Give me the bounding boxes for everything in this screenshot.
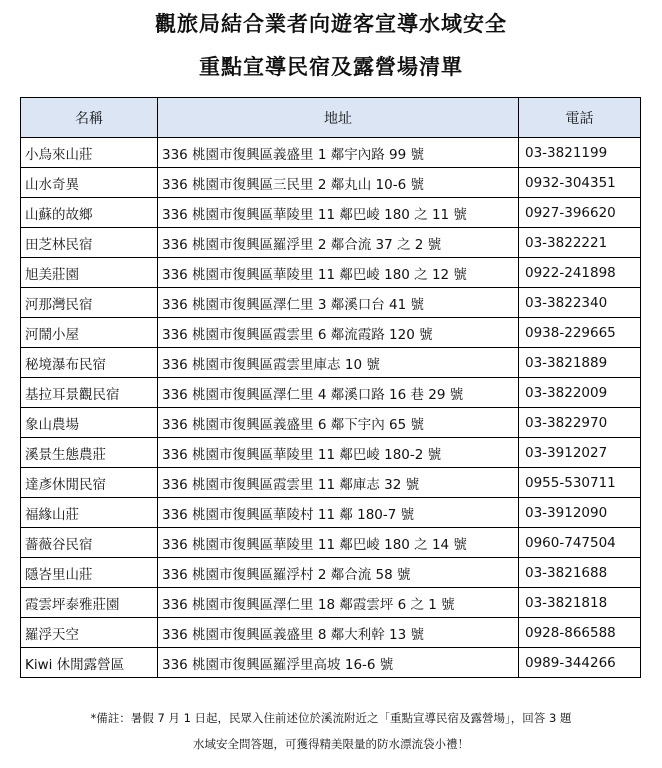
lodging-address-cell: 336 桃園市復興區澤仁里 4 鄰溪口路 16 巷 29 號 <box>158 378 519 408</box>
table-row <box>21 438 641 468</box>
table-row <box>21 138 641 168</box>
lodging-name-cell: 霞雲坪泰雅莊園 <box>21 588 158 618</box>
footnote-line-2: 水域安全問答題，可獲得精美限量的防水漂流袋小禮！ <box>193 737 469 751</box>
lodging-name-cell: 溪景生態農莊 <box>21 438 158 468</box>
lodging-phone-cell: 03-3821199 <box>519 138 641 168</box>
footnote-line-1: *備註：暑假 7 月 1 日起，民眾入住前述位於溪流附近之「重點宣導民宿及露營場」，回答 3 題 <box>90 711 572 725</box>
table-row <box>21 348 641 378</box>
lodging-phone-cell: 03-3821889 <box>519 348 641 378</box>
lodging-name-cell: 象山農場 <box>21 408 158 438</box>
column-header-address: 地址 <box>158 98 519 138</box>
table-row <box>21 648 641 678</box>
lodging-phone-cell: 0938-229665 <box>519 318 641 348</box>
lodging-phone-cell: 03-3822009 <box>519 378 641 408</box>
lodging-address-cell: 336 桃園市復興區華陵里 11 鄰巴崚 180 之 12 號 <box>158 258 519 288</box>
table-row <box>21 228 641 258</box>
lodging-address-cell: 336 桃園市復興區羅浮村 2 鄰合流 58 號 <box>158 558 519 588</box>
lodging-phone-cell: 0960-747504 <box>519 528 641 558</box>
table-row <box>21 198 641 228</box>
lodging-phone-cell: 0928-866588 <box>519 618 641 648</box>
lodging-name-cell: 田芝林民宿 <box>21 228 158 258</box>
table-row <box>21 258 641 288</box>
lodging-name-cell: 基拉耳景觀民宿 <box>21 378 158 408</box>
table-row <box>21 408 641 438</box>
lodging-name-cell: 隱峇里山莊 <box>21 558 158 588</box>
lodging-phone-cell: 0989-344266 <box>519 648 641 678</box>
page-title: 觀旅局結合業者向遊客宣導水域安全 <box>155 12 507 36</box>
lodging-name-cell: 達彥休閒民宿 <box>21 468 158 498</box>
lodging-name-cell: 旭美莊園 <box>21 258 158 288</box>
table-row <box>21 528 641 558</box>
lodging-name-cell: 山蘇的故鄉 <box>21 198 158 228</box>
table-row <box>21 558 641 588</box>
table-row <box>21 378 641 408</box>
lodging-address-cell: 336 桃園市復興區義盛里 1 鄰宇內路 99 號 <box>158 138 519 168</box>
lodging-phone-cell: 03-3912090 <box>519 498 641 528</box>
lodging-name-cell: 薔薇谷民宿 <box>21 528 158 558</box>
lodging-phone-cell: 03-3822340 <box>519 288 641 318</box>
table-row <box>21 618 641 648</box>
lodging-address-cell: 336 桃園市復興區華陵村 11 鄰 180-7 號 <box>158 498 519 528</box>
lodging-name-cell: 河那灣民宿 <box>21 288 158 318</box>
table-row <box>21 468 641 498</box>
lodging-phone-cell: 0955-530711 <box>519 468 641 498</box>
lodging-address-cell: 336 桃園市復興區澤仁里 3 鄰溪口台 41 號 <box>158 288 519 318</box>
lodging-address-cell: 336 桃園市復興區霞雲里庫志 10 號 <box>158 348 519 378</box>
table-row <box>21 168 641 198</box>
lodging-phone-cell: 03-3821688 <box>519 558 641 588</box>
table-row <box>21 498 641 528</box>
lodging-address-cell: 336 桃園市復興區霞雲里 6 鄰流霞路 120 號 <box>158 318 519 348</box>
lodging-address-cell: 336 桃園市復興區澤仁里 18 鄰霞雲坪 6 之 1 號 <box>158 588 519 618</box>
lodging-phone-cell: 0927-396620 <box>519 198 641 228</box>
table-row <box>21 588 641 618</box>
lodging-address-cell: 336 桃園市復興區華陵里 11 鄰巴崚 180-2 號 <box>158 438 519 468</box>
lodging-phone-cell: 0932-304351 <box>519 168 641 198</box>
lodging-address-cell: 336 桃園市復興區羅浮里 2 鄰合流 37 之 2 號 <box>158 228 519 258</box>
table-row <box>21 318 641 348</box>
lodging-phone-cell: 03-3822221 <box>519 228 641 258</box>
lodging-phone-cell: 03-3822970 <box>519 408 641 438</box>
lodging-phone-cell: 03-3912027 <box>519 438 641 468</box>
lodging-name-cell: 小烏來山莊 <box>21 138 158 168</box>
table-body <box>21 138 641 678</box>
lodging-address-cell: 336 桃園市復興區義盛里 8 鄰大利幹 13 號 <box>158 618 519 648</box>
lodging-address-cell: 336 桃園市復興區三民里 2 鄰丸山 10-6 號 <box>158 168 519 198</box>
lodging-name-cell: 山水奇異 <box>21 168 158 198</box>
lodging-name-cell: 河鬧小屋 <box>21 318 158 348</box>
table-header-row <box>21 98 641 138</box>
table-row <box>21 288 641 318</box>
lodging-address-cell: 336 桃園市復興區華陵里 11 鄰巴崚 180 之 14 號 <box>158 528 519 558</box>
lodging-name-cell: 秘境瀑布民宿 <box>21 348 158 378</box>
lodging-address-cell: 336 桃園市復興區華陵里 11 鄰巴崚 180 之 11 號 <box>158 198 519 228</box>
lodging-list-table <box>20 97 641 678</box>
lodging-name-cell: Kiwi 休閒露營區 <box>21 648 158 678</box>
lodging-address-cell: 336 桃園市復興區羅浮里高坡 16-6 號 <box>158 648 519 678</box>
lodging-phone-cell: 0922-241898 <box>519 258 641 288</box>
page-subtitle: 重點宣導民宿及露營場清單 <box>199 55 463 79</box>
column-header-phone: 電話 <box>519 98 641 138</box>
lodging-address-cell: 336 桃園市復興區義盛里 6 鄰下宇內 65 號 <box>158 408 519 438</box>
lodging-phone-cell: 03-3821818 <box>519 588 641 618</box>
lodging-name-cell: 福緣山莊 <box>21 498 158 528</box>
lodging-address-cell: 336 桃園市復興區霞雲里 11 鄰庫志 32 號 <box>158 468 519 498</box>
lodging-name-cell: 羅浮天空 <box>21 618 158 648</box>
column-header-name: 名稱 <box>21 98 158 138</box>
